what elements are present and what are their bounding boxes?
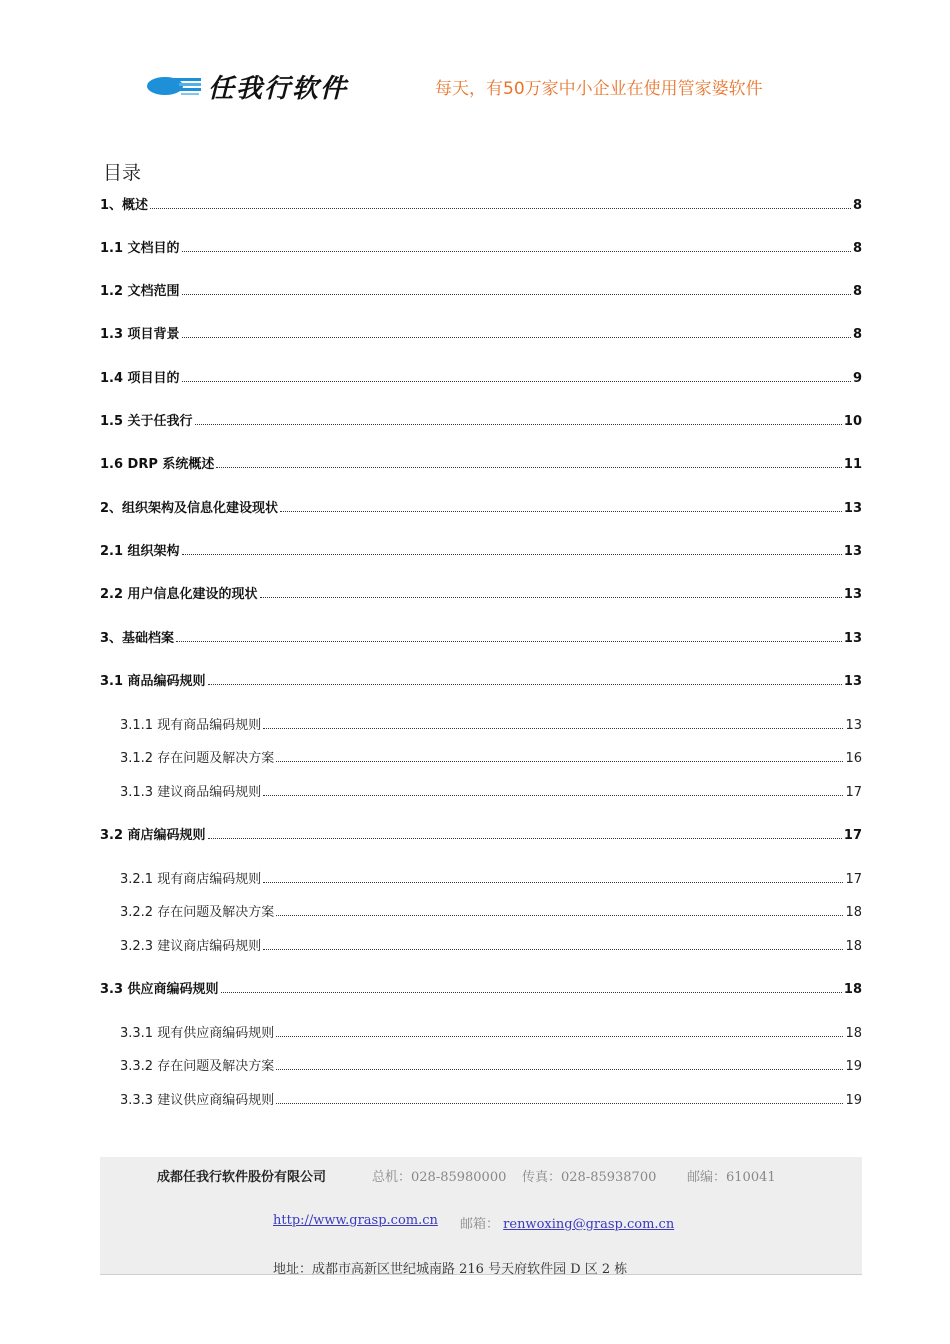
toc-entry[interactable] <box>100 750 862 768</box>
toc-leader-dots <box>263 728 843 729</box>
footer-address: 地址：成都市高新区世纪城南路 216 号天府软件园 D 区 2 栋 <box>273 1262 628 1277</box>
toc-entry-page: 8 <box>852 241 862 256</box>
toc-entry[interactable] <box>100 981 862 999</box>
page-footer <box>100 1157 862 1275</box>
toc-entry[interactable] <box>100 717 862 735</box>
toc-entry[interactable] <box>100 283 862 301</box>
footer-email <box>460 1213 674 1232</box>
slogan: 每天，有50万家中小企业在使用管家婆软件 <box>435 79 763 99</box>
toc-entry-page: 10 <box>843 414 862 429</box>
toc-entry-label: 3.1 商品编码规则 <box>100 674 206 689</box>
toc-leader-dots <box>276 1069 843 1070</box>
toc-entry-label: 1.6 DRP 系统概述 <box>100 457 215 472</box>
toc-leader-dots <box>208 838 842 839</box>
toc-entry-page: 17 <box>845 785 862 800</box>
toc-entry-label: 3、基础档案 <box>100 631 175 646</box>
toc-entry[interactable] <box>100 1025 862 1043</box>
toc-entry-page: 8 <box>852 198 862 213</box>
toc-entry-page: 18 <box>843 982 862 997</box>
toc-leader-dots <box>260 597 842 598</box>
toc-leader-dots <box>208 684 842 685</box>
toc-entry-page: 11 <box>843 457 862 472</box>
toc-entry[interactable] <box>100 871 862 889</box>
toc-leader-dots <box>182 294 851 295</box>
footer-email-link[interactable]: renwoxing@grasp.com.cn <box>503 1217 675 1232</box>
toc-entry[interactable] <box>100 1058 862 1076</box>
page-header <box>140 62 820 108</box>
toc-entry[interactable] <box>100 326 862 344</box>
company-logo-text: 任我行软件 <box>208 74 349 104</box>
toc-entry[interactable] <box>100 543 862 561</box>
toc-entry-label: 3.2 商店编码规则 <box>100 828 206 843</box>
toc-entry-label: 1.4 项目目的 <box>100 371 180 386</box>
toc-leader-dots <box>182 337 851 338</box>
toc-leader-dots <box>182 251 851 252</box>
toc-entry-page: 13 <box>843 587 862 602</box>
toc-entry[interactable] <box>100 1092 862 1110</box>
toc-leader-dots <box>276 761 843 762</box>
toc-entry[interactable] <box>100 500 862 518</box>
toc-entry-page: 18 <box>845 905 862 920</box>
toc-entry-label: 1.3 项目背景 <box>100 327 180 342</box>
toc-entry-page: 13 <box>843 544 862 559</box>
toc-entry-page: 17 <box>843 828 862 843</box>
toc-entry-label: 1.5 关于任我行 <box>100 414 193 429</box>
footer-company: 成都任我行软件股份有限公司 <box>157 1170 327 1185</box>
toc-entry-label: 1、概述 <box>100 198 149 213</box>
toc-entry-page: 18 <box>845 939 862 954</box>
toc-entry[interactable] <box>100 630 862 648</box>
toc-entry[interactable] <box>100 586 862 604</box>
toc-entry-page: 19 <box>845 1059 862 1074</box>
toc-entry-label: 3.1.3 建议商品编码规则 <box>120 785 262 800</box>
toc-leader-dots <box>276 915 843 916</box>
toc-entry-label: 3.3 供应商编码规则 <box>100 982 219 997</box>
toc-entry-page: 13 <box>843 501 862 516</box>
footer-website-link[interactable]: http://www.grasp.com.cn <box>273 1213 438 1228</box>
toc-entry-label: 1.2 文档范围 <box>100 284 180 299</box>
toc-entry[interactable] <box>100 827 862 845</box>
toc-entry[interactable] <box>100 240 862 258</box>
footer-phone: 总机：028-85980000 <box>372 1170 507 1185</box>
toc-leader-dots <box>195 424 842 425</box>
toc-leader-dots <box>150 208 851 209</box>
toc-entry-page: 18 <box>845 1026 862 1041</box>
toc-entry-label: 3.3.1 现有供应商编码规则 <box>120 1026 275 1041</box>
toc-entry-label: 3.3.2 存在问题及解决方案 <box>120 1059 275 1074</box>
footer-fax: 传真：028-85938700 <box>522 1170 657 1185</box>
toc-entry-page: 9 <box>852 371 862 386</box>
toc-entry[interactable] <box>100 370 862 388</box>
toc-entry[interactable] <box>100 456 862 474</box>
toc-leader-dots <box>263 795 843 796</box>
toc-leader-dots <box>263 882 843 883</box>
toc-entry[interactable] <box>100 938 862 956</box>
toc-entry[interactable] <box>100 197 862 215</box>
toc-entry-label: 3.1.1 现有商品编码规则 <box>120 718 262 733</box>
toc-entry[interactable] <box>100 413 862 431</box>
toc-entry-label: 3.1.2 存在问题及解决方案 <box>120 751 275 766</box>
toc-leader-dots <box>263 949 843 950</box>
toc-leader-dots <box>182 381 851 382</box>
toc-leader-dots <box>280 511 842 512</box>
toc-entry-label: 2.2 用户信息化建设的现状 <box>100 587 258 602</box>
toc-leader-dots <box>276 1103 843 1104</box>
toc-leader-dots <box>216 467 841 468</box>
toc-entry-label: 3.3.3 建议供应商编码规则 <box>120 1093 275 1108</box>
toc-title: 目录 <box>103 162 142 184</box>
speed-swoosh-icon <box>145 72 203 98</box>
toc-entry-page: 16 <box>845 751 862 766</box>
toc-entry-page: 13 <box>845 718 862 733</box>
toc-leader-dots <box>221 992 842 993</box>
toc-entry[interactable] <box>100 673 862 691</box>
toc-entry[interactable] <box>100 784 862 802</box>
toc-entry-page: 19 <box>845 1093 862 1108</box>
toc-entry-label: 3.2.2 存在问题及解决方案 <box>120 905 275 920</box>
toc-entry-label: 3.2.3 建议商店编码规则 <box>120 939 262 954</box>
toc-entry-label: 2.1 组织架构 <box>100 544 180 559</box>
toc-leader-dots <box>182 554 842 555</box>
toc-entry-label: 3.2.1 现有商店编码规则 <box>120 872 262 887</box>
footer-zip: 邮编：610041 <box>687 1170 776 1185</box>
toc-entry[interactable] <box>100 904 862 922</box>
toc-entry-page: 13 <box>843 674 862 689</box>
toc-entry-label: 2、组织架构及信息化建设现状 <box>100 501 279 516</box>
toc-entry-page: 8 <box>852 327 862 342</box>
toc-leader-dots <box>176 641 842 642</box>
toc-leader-dots <box>276 1036 843 1037</box>
toc-entry-page: 13 <box>843 631 862 646</box>
toc-entry-label: 1.1 文档目的 <box>100 241 180 256</box>
footer-email-label: 邮箱： <box>460 1217 500 1232</box>
toc-entry-page: 17 <box>845 872 862 887</box>
toc-entry-page: 8 <box>852 284 862 299</box>
